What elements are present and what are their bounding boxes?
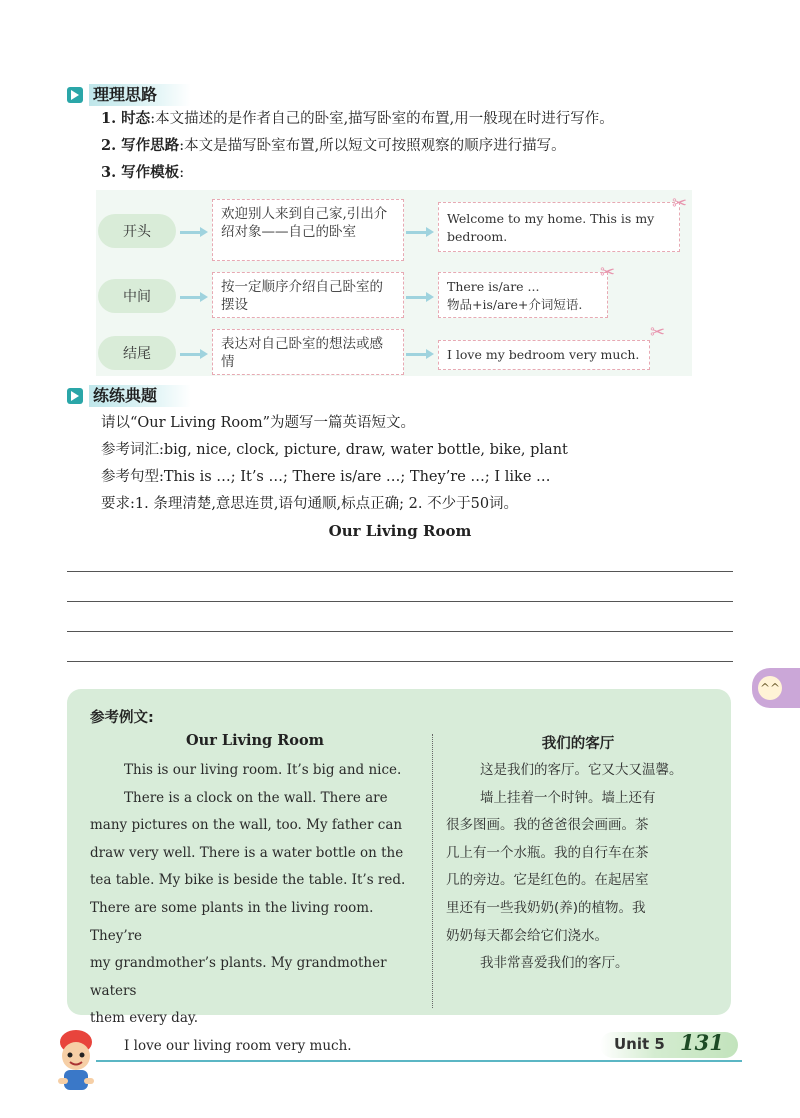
reference-en-title: Our Living Room (186, 732, 324, 749)
flow-arrow-icon (406, 353, 428, 356)
flow-arrow-icon (180, 296, 202, 299)
prompt-line: 请以“Our Living Room”为题写一篇英语短文。 (101, 415, 416, 431)
en-box-ending: I love my bedroom very much. (438, 340, 650, 370)
en-box-middle (438, 272, 608, 318)
smiley-icon: ^^ (758, 676, 782, 700)
en-line: There is/are ... (447, 279, 540, 294)
text-line: 墙上挂着一个时钟。墙上还有 (480, 789, 656, 806)
cn-box-opening: 欢迎别人来到自己家,引出介绍对象——自己的卧室 (212, 199, 404, 261)
text-line: my grandmother’s plants. My grandmother waters (90, 955, 387, 999)
sentences-line: 参考句型:This is …; It’s …; There is/are …; They’re …; I like … (101, 469, 551, 485)
text-line: 这是我们的客厅。它又大又温馨。 (480, 762, 683, 778)
section-arrow-icon (67, 87, 83, 103)
stage-oval-ending: 结尾 (98, 336, 176, 370)
cn-box-ending: 表达对自己卧室的想法或感情 (212, 329, 404, 375)
item-label: 1. 时态 (101, 110, 151, 127)
template-line (101, 160, 184, 186)
item-label: 2. 写作思路 (101, 137, 180, 154)
text-line: 几的旁边。它是红色的。在起居室 (446, 872, 649, 889)
en-box-opening: Welcome to my home. This is my bedroom. (438, 202, 680, 252)
text-line: There are some plants in the living room. They’re (90, 899, 374, 944)
section-arrow-icon (67, 388, 83, 404)
writing-line[interactable] (67, 661, 733, 662)
writing-line[interactable] (67, 601, 733, 602)
mascot-icon (48, 1022, 104, 1094)
ribbon-icon: ✂ (600, 262, 616, 283)
section-title: 练练典题 (89, 385, 191, 407)
text-line: many pictures on the wall, too. My father can (90, 817, 403, 834)
page-number: 131 (680, 1030, 724, 1055)
flow-arrow-icon (406, 296, 428, 299)
vocab-line: 参考词汇:big, nice, clock, picture, draw, water bottle, bike, plant (101, 442, 568, 458)
unit-label: Unit 5 (614, 1035, 665, 1053)
flow-arrow-icon (406, 231, 428, 234)
text-line: I love our living room very much. (124, 1037, 352, 1054)
text-line: 几上有一个水瓶。我的自行车在茶 (446, 844, 649, 861)
text-line: draw very well. There is a water bottle on the (90, 844, 404, 861)
text-line: 很多图画。我的爸爸很会画画。茶 (446, 817, 649, 834)
section-header-practice (67, 385, 191, 407)
text-line: 奶奶每天都会给它们浇水。 (446, 927, 608, 944)
ribbon-icon: ✂ (650, 322, 666, 343)
reference-label: 参考例文: (90, 710, 154, 726)
text-line: There is a clock on the wall. There are (124, 789, 388, 806)
text-line: 里还有一些我奶奶(养)的植物。我 (446, 899, 646, 916)
side-tab (752, 668, 800, 708)
text-line: 我非常喜爱我们的客厅。 (480, 955, 629, 972)
ribbon-icon: ✂ (672, 193, 688, 214)
requirements-line: 要求:1. 条理清楚,意思连贯,语句通顺,标点正确; 2. 不少于50词。 (101, 496, 519, 512)
text-line: This is our living room. It’s big and nice. (124, 762, 402, 778)
en-line: 物品+is/are+介词短语. (447, 297, 583, 312)
writing-line[interactable] (67, 571, 733, 572)
tense-line (101, 106, 614, 132)
approach-line (101, 133, 566, 159)
section-header-organize (67, 84, 191, 106)
item-text: : (179, 165, 185, 181)
flow-arrow-icon (180, 353, 202, 356)
stage-oval-opening: 开头 (98, 214, 176, 248)
stage-oval-middle: 中间 (98, 279, 176, 313)
footer-line (96, 1060, 742, 1062)
reference-cn-title: 我们的客厅 (541, 736, 615, 752)
flow-arrow-icon (180, 231, 202, 234)
item-text: :本文描述的是作者自己的卧室,描写卧室的布置,用一般现在时进行写作。 (150, 111, 614, 127)
cn-box-middle: 按一定顺序介绍自己卧室的摆设 (212, 272, 404, 318)
writing-line[interactable] (67, 631, 733, 632)
reference-en-body (90, 757, 420, 1061)
text-line: tea table. My bike is beside the table. It’s red. (90, 872, 406, 889)
item-label: 3. 写作模板 (101, 164, 180, 181)
item-text: :本文是描写卧室布置,所以短文可按照观察的顺序进行描写。 (179, 138, 566, 154)
column-divider (432, 734, 433, 1008)
reference-cn-body (446, 757, 716, 978)
section-title: 理理思路 (89, 84, 191, 106)
essay-title: Our Living Room (328, 522, 472, 540)
text-line: them every day. (90, 1010, 198, 1027)
